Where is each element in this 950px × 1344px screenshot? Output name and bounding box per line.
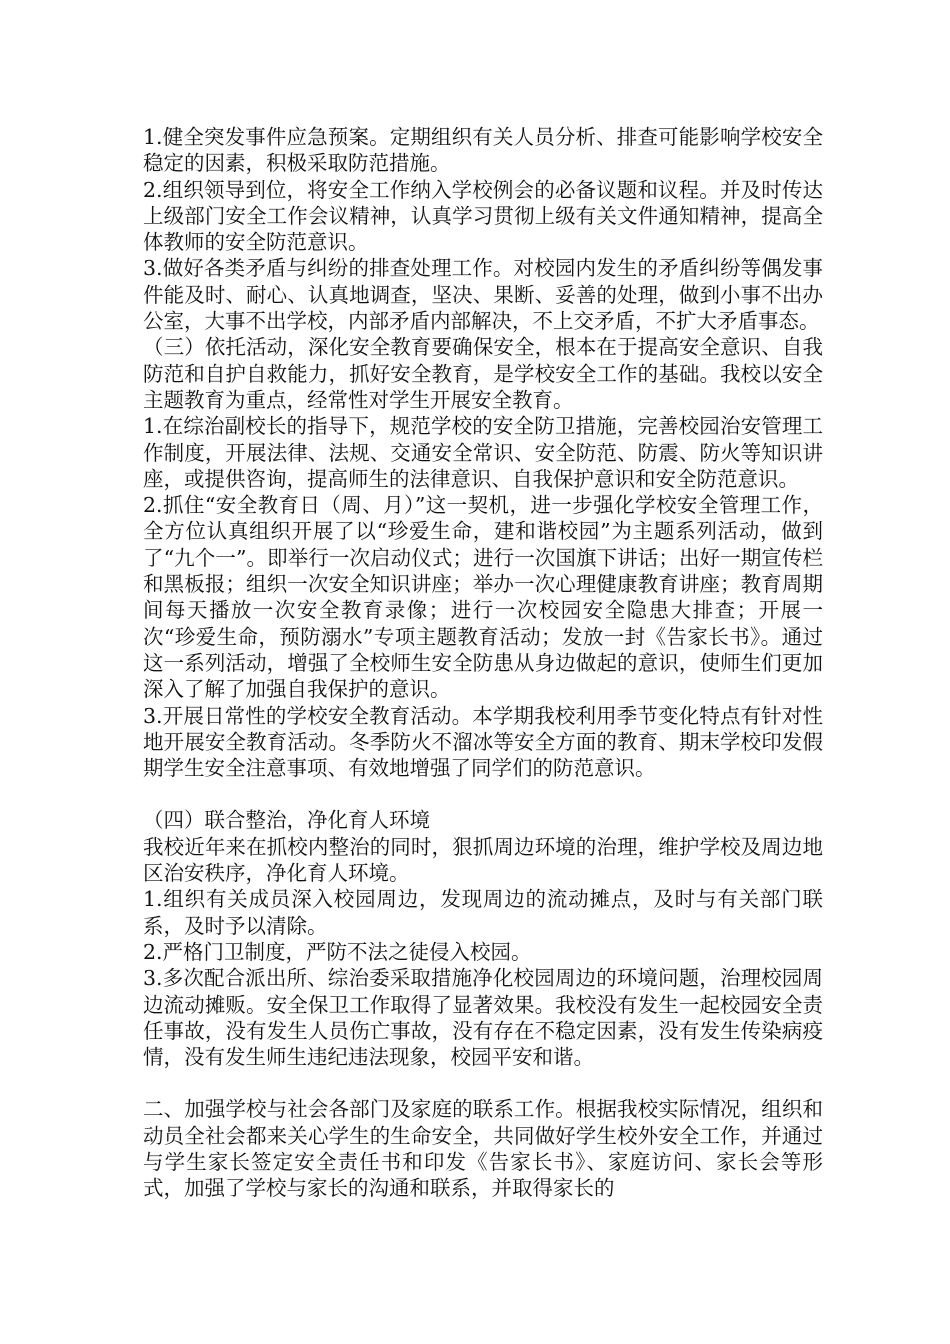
document-body [143, 124, 823, 1202]
spacer [143, 1070, 823, 1096]
paragraph-vendors: 1.组织有关成员深入校园周边，发现周边的流动摊点，及时与有关部门联系，及时予以清除。 [143, 887, 823, 938]
paragraph-leadership: 2.组织领导到位，将安全工作纳入学校例会的必备议题和议程。并及时传达上级部门安全工作会议精神，认真学习贯彻上级有关文件通知精神，提高全体教师的安全防范意识。 [143, 177, 823, 255]
section-heading-four: （四）联合整治，净化育人环境 [143, 808, 430, 833]
paragraph-environment: 我校近年来在抓校内整治的同时，狠抓周边环境的治理，维护学校及周边地区治安秩序，净化育人环境。 [143, 834, 823, 886]
section-heading-three: （三）依托活动，深化安全教育要确保安全，根本在于提高安全意识、自我防范和自护自救能力，抓好安全教育，是学校安全工作的基础。我校以安全主题教育为重点，经常性对学生开展安全教育。 [143, 335, 823, 412]
paragraph-dispute-handling: 3.做好各类矛盾与纠纷的排查处理工作。对校园内发生的矛盾纠纷等偶发事件能及时、耐心、认真地调查，坚决、果断、妥善的处理，做到小事不出办公室，大事不出学校，内部矛盾内部解决，不上交矛盾，不扩大矛盾事态。 [143, 256, 823, 334]
paragraph-safety-education-day: 2.抓住“安全教育日（周、月）”这一契机，进一步强化学校安全管理工作，全方位认真组织开展了以“珍爱生命，建和谐校园”为主题系列活动，做到了“九个一”。即举行一次启动仪式；进行一次国旗下讲话；出好一期宣传栏和黑板报；组织一次安全知识讲座；举办一次心理健康教育讲座；教育周期间每天播放一次安全教育录像；进行一次校园安全隐患大排查；开展一次“珍爱生命，预防溺水”专项主题教育活动；发放一封《告家长书》。通过这一系列活动，增强了全校师生安全防患从身边做起的意识，使师生们更加深入了解了加强自我保护的意识。 [143, 493, 823, 702]
paragraph-legal-lectures: 1.在综治副校长的指导下，规范学校的安全防卫措施，完善校园治安管理工作制度，开展法律、法规、交通安全常识、安全防范、防震、防火等知识讲座，或提供咨询，提高师生的法律意识、自我保护意识和安全防范意识。 [143, 414, 823, 491]
paragraph-routine-education: 3.开展日常性的学校安全教育活动。本学期我校利用季节变化特点有针对性地开展安全教育活动。冬季防火不溜冰等安全方面的教育、期末学校印发假期学生安全注意事项、有效地增强了同学们的防范意识。 [143, 703, 823, 781]
section-heading-two: 二、加强学校与社会各部门及家庭的联系工作。根据我校实际情况，组织和动员全社会都来关心学生的生命安全，共同做好学生校外安全工作，并通过与学生家长签定安全责任书和印发《告家长书》、家庭访问、家长会等形式，加强了学校与家长的沟通和联系，并取得家长的 [143, 1097, 823, 1201]
paragraph-cooperation: 3.多次配合派出所、综治委采取措施净化校园周边的环境问题，治理校园周边流动摊贩。安全保卫工作取得了显著效果。我校没有发生一起校园安全责任事故，没有发生人员伤亡事故，没有存在不稳定因素，没有发生传染病疫情，没有发生师生违纪违法现象，校园平安和谐。 [143, 966, 823, 1070]
spacer [143, 781, 823, 807]
paragraph-gate-guard: 2.严格门卫制度，严防不法之徒侵入校园。 [143, 939, 532, 964]
paragraph-emergency-plan: 1.健全突发事件应急预案。定期组织有关人员分析、排查可能影响学校安全稳定的因素，积极采取防范措施。 [143, 125, 823, 176]
